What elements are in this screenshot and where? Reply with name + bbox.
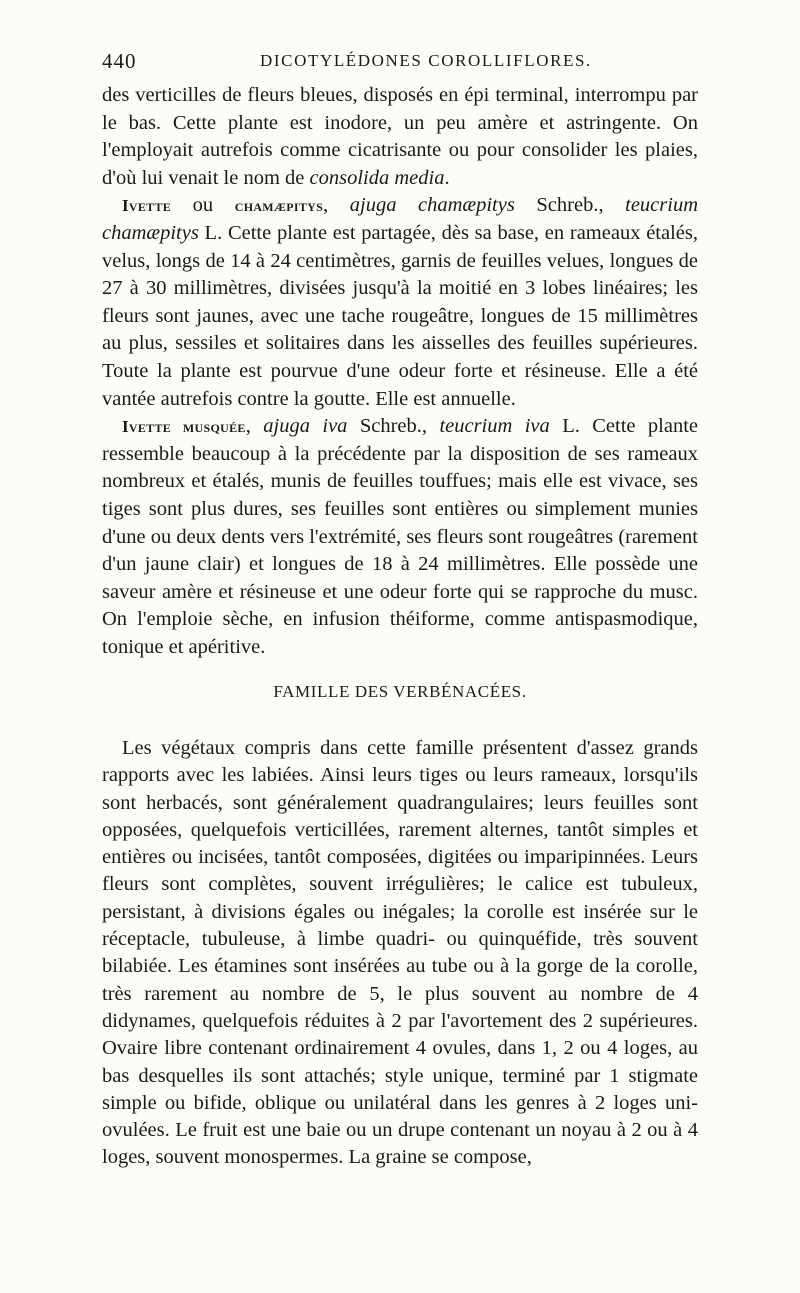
upper-text-block [102, 82, 698, 661]
running-title: DICOTYLÉDONES COROLLIFLORES. [260, 51, 592, 70]
species-name: Ivette musquée [122, 417, 246, 437]
species-name: chamæpitys [234, 196, 324, 216]
section-heading: FAMILLE DES VERBÉNACÉES. [273, 682, 527, 701]
page-number: 440 [102, 49, 137, 73]
paragraph-ivette-chamaepitys: Ivette ou chamæpitys, ajuga chamæpitys Schreb., teucrium chamæpitys L. Cette plante est partagée, dès sa base, en rameaux étalés, velus, longs de 14 à 24 centimètres, garnis de feuilles velues, longues de 27 à 30 millimètres, divisées jusqu'à la moitié en 3 lobes linéaires; les fleurs sont jaunes, avec une tache rougeâtre, longues de 15 millimètres au plus, sessiles et solitaires dans les aisselles des feuilles supérieures. Toute la plante est pourvue d'une odeur forte et résineuse. Elle a été vantée autrefois contre la goutte. Elle est annuelle. [102, 194, 698, 410]
paragraph-ajuga-continued: des verticilles de fleurs bleues, disposés en épi terminal, interrompu par le bas. Cette plante est inodore, un peu amère et astringente. On l'employait autrefois comme cicatrisante ou pour consolider les plaies, d'où lui venait le nom de consolida media. [102, 84, 698, 189]
latin-name: consolida media [309, 166, 445, 189]
species-name: Ivette [122, 196, 172, 216]
paragraph-ivette-musquee: Ivette musquée, ajuga iva Schreb., teucrium iva L. Cette plante ressemble beaucoup à la précédente par la disposition de ses rameaux nombreux et étalés, munis de feuilles touffues; mais elle est vivace, ses tiges sont plus dures, ses feuilles sont entières ou simplement munies d'une ou deux dents vers l'extrémité, ses fleurs sont rougeâtres (rarement d'un jaune clair) et longues de 18 à 24 millimètres. Elle possède une saveur amère et résineuse et une odeur forte qui se rapproche du musc. On l'emploie sèche, en infusion théiforme, comme antispasmodique, tonique et apéritive. [102, 415, 699, 658]
latin-name: teucrium chamæpitys [102, 194, 698, 244]
paragraph-verbenacees: Les végétaux compris dans cette famille présentent d'assez grands rapports avec les labiées. Ainsi leurs tiges ou leurs rameaux, lorsqu'ils sont herbacés, sont généralement quadrangulaires; leurs feuilles sont opposées, quelquefois verticillées, rarement alternes, tantôt simples et entières ou incisées, tantôt composées, digitées ou imparipinnées. Leurs fleurs sont complètes, souvent irrégulières; le calice est tubuleux, persistant, à divisions égales ou inégales; la corolle est insérée sur le réceptacle, tubuleuse, à limbe quadri- ou quinquéfide, très souvent bilabiée. Les étamines sont insérées au tube ou à la gorge de la corolle, très rarement au nombre de 5, le plus souvent au nombre de 4 didynames, quelquefois réduites à 2 par l'avortement des 2 supérieures. Ovaire libre contenant ordinairement 4 ovules, dans 1, 2 ou 4 loges, au bas desquelles ils sont attachés; style unique, terminé par 1 stigmate simple ou bifide, oblique ou unilatéral dans les genres à 2 loges uni-ovulées. Le fruit est une baie ou un drupe contenant un noyau à 2 ou à 4 loges, souvent monospermes. La graine se compose, [102, 737, 698, 1169]
lower-text-block [102, 735, 698, 1172]
latin-name: teucrium iva [439, 415, 550, 438]
latin-name: ajuga chamæpitys [349, 194, 515, 217]
latin-name: ajuga iva [263, 415, 348, 438]
